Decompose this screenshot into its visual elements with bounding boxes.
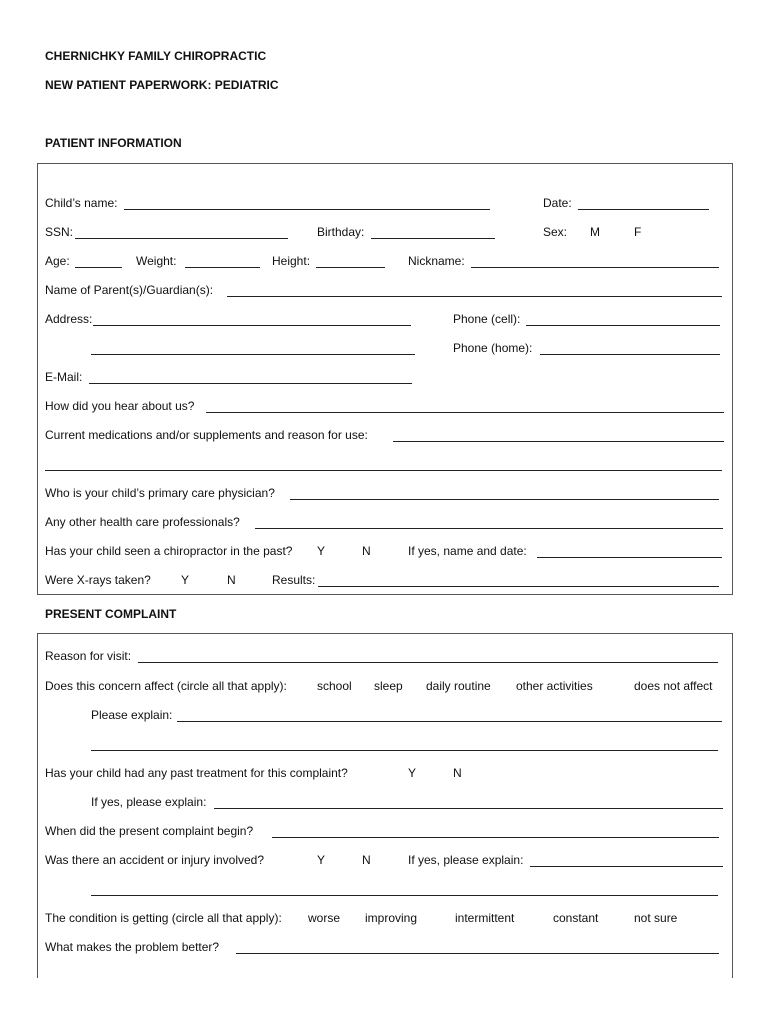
condition-option-intermittent[interactable]: intermittent xyxy=(455,911,515,925)
past-treatment-label: Has your child had any past treatment for this complaint? xyxy=(45,766,348,780)
phone-home-field[interactable] xyxy=(540,354,720,355)
medications-field-2[interactable] xyxy=(45,470,722,471)
condition-option-worse[interactable]: worse xyxy=(308,911,341,925)
hear-about-label: How did you hear about us? xyxy=(45,399,195,413)
address-label: Address: xyxy=(45,312,93,326)
xrays-no[interactable]: N xyxy=(227,573,236,587)
when-began-field[interactable] xyxy=(272,837,719,838)
sex-m-option[interactable]: M xyxy=(590,225,600,239)
other-professionals-field[interactable] xyxy=(255,528,723,529)
sex-f-option[interactable]: F xyxy=(634,225,642,239)
birthday-label: Birthday: xyxy=(317,225,365,239)
hear-about-field[interactable] xyxy=(206,412,724,413)
better-label: What makes the problem better? xyxy=(45,940,220,954)
physician-label: Who is your child’s primary care physician? xyxy=(45,486,275,500)
past-treatment-no[interactable]: N xyxy=(453,766,462,780)
condition-label: The condition is getting (circle all that apply): xyxy=(45,911,282,925)
if-yes-explain-label: If yes, please explain: xyxy=(91,795,207,809)
accident-explain-label: If yes, please explain: xyxy=(408,853,524,867)
accident-explain-field-2[interactable] xyxy=(91,895,718,896)
please-explain-label: Please explain: xyxy=(91,708,173,722)
affect-option-does-not-affect[interactable]: does not affect xyxy=(634,679,713,693)
condition-option-constant[interactable]: constant xyxy=(553,911,599,925)
birthday-field[interactable] xyxy=(371,238,495,239)
sex-label: Sex: xyxy=(543,225,568,239)
patient-info-box xyxy=(37,163,733,595)
date-field[interactable] xyxy=(578,209,709,210)
affect-option-sleep[interactable]: sleep xyxy=(374,679,403,693)
childs-name-label: Child’s name: xyxy=(45,196,118,210)
seen-chiro-label: Has your child seen a chiropractor in the past? xyxy=(45,544,293,558)
please-explain-field-1[interactable] xyxy=(177,721,722,722)
parents-label: Name of Parent(s)/Guardian(s): xyxy=(45,283,214,297)
accident-yes[interactable]: Y xyxy=(317,853,326,867)
accident-explain-field-1[interactable] xyxy=(530,866,723,867)
condition-option-not-sure[interactable]: not sure xyxy=(634,911,678,925)
medications-field-1[interactable] xyxy=(393,441,724,442)
affect-option-daily-routine[interactable]: daily routine xyxy=(426,679,491,693)
seen-chiro-yes[interactable]: Y xyxy=(317,544,326,558)
weight-label: Weight: xyxy=(136,254,177,268)
accident-label: Was there an accident or injury involved? xyxy=(45,853,264,867)
results-label: Results: xyxy=(272,573,316,587)
practice-name: CHERNICHKY FAMILY CHIROPRACTIC xyxy=(45,49,267,63)
height-label: Height: xyxy=(272,254,311,268)
other-professionals-label: Any other health care professionals? xyxy=(45,515,240,529)
if-yes-explain-field[interactable] xyxy=(214,808,723,809)
affect-option-school[interactable]: school xyxy=(317,679,352,693)
nickname-label: Nickname: xyxy=(408,254,465,268)
ssn-label: SSN: xyxy=(45,225,74,239)
nickname-field[interactable] xyxy=(471,267,719,268)
date-label: Date: xyxy=(543,196,572,210)
chiro-name-date-field[interactable] xyxy=(537,557,722,558)
results-field[interactable] xyxy=(318,586,719,587)
phone-cell-label: Phone (cell): xyxy=(453,312,521,326)
better-field[interactable] xyxy=(236,953,719,954)
age-field[interactable] xyxy=(75,267,122,268)
ssn-field[interactable] xyxy=(75,238,288,239)
medications-label: Current medications and/or supplements and reason for use: xyxy=(45,428,368,442)
reason-field[interactable] xyxy=(138,662,718,663)
address-field-1[interactable] xyxy=(93,325,411,326)
parents-field[interactable] xyxy=(227,296,722,297)
phone-home-label: Phone (home): xyxy=(453,341,533,355)
seen-chiro-no[interactable]: N xyxy=(362,544,371,558)
childs-name-field[interactable] xyxy=(124,209,490,210)
phone-cell-field[interactable] xyxy=(526,325,720,326)
age-label: Age: xyxy=(45,254,70,268)
when-began-label: When did the present complaint begin? xyxy=(45,824,254,838)
address-field-2[interactable] xyxy=(91,354,415,355)
affect-option-other-activities[interactable]: other activities xyxy=(516,679,593,693)
form-title: NEW PATIENT PAPERWORK: PEDIATRIC xyxy=(45,78,279,92)
reason-label: Reason for visit: xyxy=(45,649,132,663)
height-field[interactable] xyxy=(316,267,385,268)
please-explain-field-2[interactable] xyxy=(91,750,718,751)
weight-field[interactable] xyxy=(185,267,260,268)
affect-label: Does this concern affect (circle all that apply): xyxy=(45,679,287,693)
xrays-yes[interactable]: Y xyxy=(181,573,190,587)
email-field[interactable] xyxy=(89,383,412,384)
present-complaint-heading: PRESENT COMPLAINT xyxy=(45,607,177,621)
email-label: E-Mail: xyxy=(45,370,83,384)
condition-option-improving[interactable]: improving xyxy=(365,911,418,925)
xrays-label: Were X-rays taken? xyxy=(45,573,151,587)
past-treatment-yes[interactable]: Y xyxy=(408,766,417,780)
chiro-name-date-label: If yes, name and date: xyxy=(408,544,527,558)
patient-info-heading: PATIENT INFORMATION xyxy=(45,136,182,150)
accident-no[interactable]: N xyxy=(362,853,371,867)
physician-field[interactable] xyxy=(290,499,719,500)
